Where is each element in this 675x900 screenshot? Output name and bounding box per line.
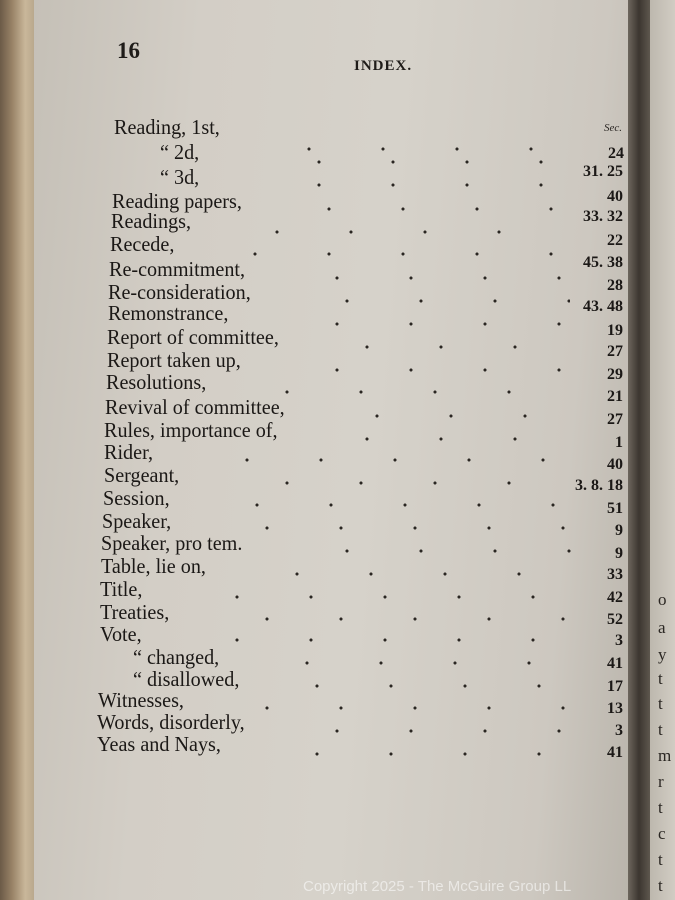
dot-leader xyxy=(320,345,572,349)
index-entry-term: Readings, xyxy=(111,209,192,233)
index-entry-term: Words, disorderly, xyxy=(97,710,245,734)
index-entry-term: “ 3d, xyxy=(160,165,200,189)
dot-leader xyxy=(220,617,572,621)
index-entry-term: “ 2d, xyxy=(160,140,200,164)
dot-leader xyxy=(220,526,572,530)
index-entry-term: Re-consideration, xyxy=(108,280,251,304)
index-entry-reference: 3. 8. 18 xyxy=(575,477,623,494)
adjacent-page-fragment: t xyxy=(658,669,663,688)
index-entry-term: Report taken up, xyxy=(107,348,241,372)
index-entry-term: Yeas and Nays, xyxy=(97,732,221,756)
dot-leader xyxy=(240,481,540,485)
adjacent-page-fragment: a xyxy=(658,618,666,637)
index-entry-term: Reading papers, xyxy=(112,189,242,213)
index-entry-reference: 19 xyxy=(607,322,623,339)
book-left-edge xyxy=(0,0,36,900)
index-entry-term: Revival of committee, xyxy=(105,395,285,419)
running-head: INDEX. xyxy=(354,58,413,74)
index-entry-term: Rider, xyxy=(104,440,154,464)
dot-leader xyxy=(290,368,572,372)
dot-leader xyxy=(290,276,570,280)
index-entry-term: Title, xyxy=(100,577,143,601)
index-entry-term: Treaties, xyxy=(100,600,170,624)
index-entry-term: Report of committee, xyxy=(107,325,279,349)
index-entry-term: Vote, xyxy=(100,622,142,646)
dot-leader xyxy=(270,752,572,756)
index-entry-reference: 1 xyxy=(615,434,623,451)
index-entry-term: “ changed, xyxy=(133,645,220,669)
adjacent-page-fragment: t xyxy=(658,694,663,713)
index-entry-reference: 41 xyxy=(607,744,623,761)
dot-leader xyxy=(282,207,572,211)
index-entry-term: Speaker, xyxy=(102,509,172,533)
index-entry-term: Recede, xyxy=(110,232,175,256)
dot-leader xyxy=(208,252,570,256)
adjacent-page-fragment: t xyxy=(658,876,663,895)
adjacent-page xyxy=(650,0,675,900)
dot-leader xyxy=(200,458,572,462)
index-entry-reference: 27 xyxy=(607,343,623,360)
index-entry-term: Reading, 1st, xyxy=(114,115,220,139)
index-entry-reference: 31. 25 xyxy=(583,163,623,180)
index-entry-reference: 27 xyxy=(607,411,623,428)
adjacent-page-fragment: t xyxy=(658,720,663,739)
index-entry-term: Resolutions, xyxy=(106,370,207,394)
index-entry-reference: 21 xyxy=(607,388,623,405)
page-number: 16 xyxy=(117,38,140,63)
section-column-label: Sec. xyxy=(604,122,623,134)
adjacent-page-fragment: o xyxy=(658,590,667,609)
adjacent-page-fragment: r xyxy=(658,772,664,791)
index-entry-term: Re-commitment, xyxy=(109,257,246,281)
dot-leader xyxy=(240,390,572,394)
adjacent-page-fragment: c xyxy=(658,824,666,843)
dot-leader xyxy=(290,322,570,326)
index-entry-term: Remonstrance, xyxy=(108,301,229,325)
index-entry-reference: 51 xyxy=(607,500,623,517)
index-entry-reference: 42 xyxy=(607,589,623,606)
dot-leader xyxy=(290,729,572,733)
index-entry-reference: 52 xyxy=(607,611,623,628)
adjacent-page-fragment: t xyxy=(658,850,663,869)
index-entry-reference: 9 xyxy=(615,545,623,562)
dot-leader xyxy=(272,160,572,164)
index-entry-reference: 29 xyxy=(607,366,623,383)
dot-leader xyxy=(260,661,572,665)
index-entry-reference: 40 xyxy=(607,188,623,205)
index-entry-term: Witnesses, xyxy=(98,688,184,712)
copyright-watermark: Copyright 2025 - The McGuire Group LL xyxy=(303,878,572,895)
dot-leader xyxy=(300,299,570,303)
dot-leader xyxy=(270,684,572,688)
index-entry-reference: 45. 38 xyxy=(583,254,623,271)
dot-leader xyxy=(190,638,572,642)
index-entry-reference: 24 xyxy=(608,145,624,162)
index-entry-term: “ disallowed, xyxy=(133,667,240,691)
index-entry-reference: 40 xyxy=(607,456,623,473)
index-entry-reference: 13 xyxy=(607,700,623,717)
index-entry-term: Speaker, pro tem. xyxy=(101,531,243,555)
index-entry-reference: 41 xyxy=(607,655,623,672)
dot-leader xyxy=(330,414,572,418)
index-entry-reference: 3 xyxy=(615,722,623,739)
dot-leader xyxy=(300,549,572,553)
index-entry-term: Sergeant, xyxy=(104,463,180,487)
dot-leader xyxy=(272,183,572,187)
dot-leader xyxy=(230,230,570,234)
index-entry-reference: 43. 48 xyxy=(583,298,623,315)
index-entry-term: Table, lie on, xyxy=(101,554,206,578)
index-entry-term: Rules, importance of, xyxy=(104,418,278,442)
index-entry-reference: 33 xyxy=(607,566,623,583)
index-entry-reference: 33. 32 xyxy=(583,208,623,225)
dot-leader xyxy=(210,503,572,507)
index-entry-reference: 28 xyxy=(607,277,623,294)
adjacent-page-fragment: m xyxy=(658,746,672,765)
index-entry-reference: 17 xyxy=(607,678,623,695)
adjacent-page-fragment: y xyxy=(658,645,667,664)
book-gutter xyxy=(628,0,650,900)
index-entry-reference: 22 xyxy=(607,232,623,249)
dot-leader xyxy=(262,147,572,151)
adjacent-page-fragment: t xyxy=(658,798,663,817)
index-entry-reference: 9 xyxy=(615,522,623,539)
dot-leader xyxy=(220,706,572,710)
dot-leader xyxy=(250,572,572,576)
dot-leader xyxy=(190,595,572,599)
dot-leader xyxy=(320,437,572,441)
index-entry-reference: 3 xyxy=(615,632,623,649)
index-entry-term: Session, xyxy=(103,486,170,510)
